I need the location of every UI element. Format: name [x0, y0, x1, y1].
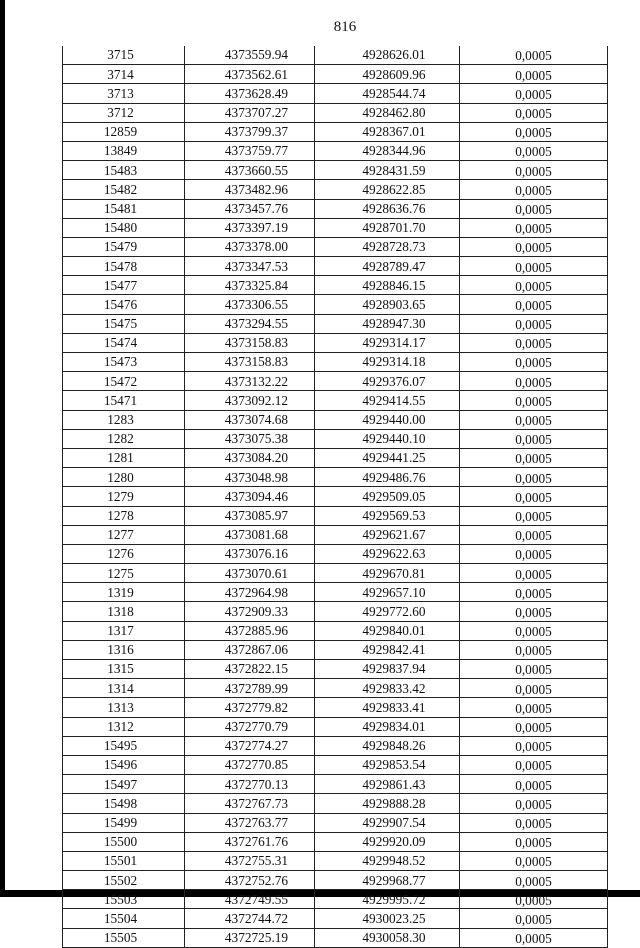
point-number-cell: 1317 [63, 621, 185, 640]
table-row [63, 909, 608, 928]
table-row [63, 640, 608, 659]
tolerance-cell: 0,0005 [460, 353, 608, 372]
table-row [63, 141, 608, 160]
y-coordinate-cell: 4928903.65 [315, 295, 460, 314]
point-number-cell: 1278 [63, 506, 185, 525]
tolerance-cell: 0,0005 [460, 122, 608, 141]
table-row [63, 506, 608, 525]
tolerance-cell: 0,0005 [460, 180, 608, 199]
table-row [63, 564, 608, 583]
x-coordinate-cell: 4373076.16 [185, 544, 315, 563]
tolerance-cell: 0,0005 [460, 141, 608, 160]
tolerance-cell: 0,0005 [460, 525, 608, 544]
y-coordinate-cell: 4929833.42 [315, 679, 460, 698]
table-row [63, 621, 608, 640]
x-coordinate-cell: 4372770.13 [185, 775, 315, 794]
point-number-cell: 15498 [63, 794, 185, 813]
point-number-cell: 1312 [63, 717, 185, 736]
x-coordinate-cell: 4373132.22 [185, 372, 315, 391]
y-coordinate-cell: 4929441.25 [315, 448, 460, 467]
x-coordinate-cell: 4373084.20 [185, 448, 315, 467]
tolerance-cell: 0,0005 [460, 832, 608, 851]
x-coordinate-cell: 4373482.96 [185, 180, 315, 199]
x-coordinate-cell: 4372789.99 [185, 679, 315, 698]
x-coordinate-cell: 4372774.27 [185, 736, 315, 755]
tolerance-cell: 0,0005 [460, 161, 608, 180]
point-number-cell: 3712 [63, 103, 185, 122]
page-number: 816 [333, 19, 357, 35]
table-row [63, 410, 608, 429]
point-number-cell: 1282 [63, 429, 185, 448]
y-coordinate-cell: 4929888.28 [315, 794, 460, 813]
point-number-cell: 1277 [63, 525, 185, 544]
y-coordinate-cell: 4928846.15 [315, 276, 460, 295]
y-coordinate-cell: 4929848.26 [315, 736, 460, 755]
y-coordinate-cell: 4928701.70 [315, 218, 460, 237]
table-row [63, 717, 608, 736]
y-coordinate-cell: 4929842.41 [315, 640, 460, 659]
tolerance-cell: 0,0005 [460, 813, 608, 832]
tolerance-cell: 0,0005 [460, 794, 608, 813]
point-number-cell: 1318 [63, 602, 185, 621]
y-coordinate-cell: 4929853.54 [315, 755, 460, 774]
point-number-cell: 15495 [63, 736, 185, 755]
point-number-cell: 1313 [63, 698, 185, 717]
tolerance-cell: 0,0005 [460, 909, 608, 928]
point-number-cell: 15497 [63, 775, 185, 794]
y-coordinate-cell: 4929968.77 [315, 871, 460, 890]
point-number-cell: 1281 [63, 448, 185, 467]
point-number-cell: 13849 [63, 141, 185, 160]
x-coordinate-cell: 4373559.94 [185, 46, 315, 65]
y-coordinate-cell: 4928622.85 [315, 180, 460, 199]
point-number-cell: 15503 [63, 890, 185, 909]
table-row [63, 544, 608, 563]
point-number-cell: 15473 [63, 353, 185, 372]
y-coordinate-cell: 4929948.52 [315, 851, 460, 870]
table-row [63, 583, 608, 602]
x-coordinate-cell: 4373628.49 [185, 84, 315, 103]
x-coordinate-cell: 4373799.37 [185, 122, 315, 141]
point-number-cell: 1319 [63, 583, 185, 602]
y-coordinate-cell: 4929569.53 [315, 506, 460, 525]
x-coordinate-cell: 4373457.76 [185, 199, 315, 218]
x-coordinate-cell: 4373347.53 [185, 257, 315, 276]
x-coordinate-cell: 4372822.15 [185, 660, 315, 679]
y-coordinate-cell: 4929440.10 [315, 429, 460, 448]
tolerance-cell: 0,0005 [460, 372, 608, 391]
x-coordinate-cell: 4373075.38 [185, 429, 315, 448]
tolerance-cell: 0,0005 [460, 640, 608, 659]
table-row [63, 333, 608, 352]
tolerance-cell: 0,0005 [460, 468, 608, 487]
point-number-cell: 1316 [63, 640, 185, 659]
table-row [63, 448, 608, 467]
table-row [63, 122, 608, 141]
y-coordinate-cell: 4928431.59 [315, 161, 460, 180]
point-number-cell: 1279 [63, 487, 185, 506]
x-coordinate-cell: 4372770.79 [185, 717, 315, 736]
table-row [63, 698, 608, 717]
x-coordinate-cell: 4372779.82 [185, 698, 315, 717]
y-coordinate-cell: 4929995.72 [315, 890, 460, 909]
tolerance-cell: 0,0005 [460, 755, 608, 774]
point-number-cell: 15482 [63, 180, 185, 199]
x-coordinate-cell: 4372763.77 [185, 813, 315, 832]
point-number-cell: 15480 [63, 218, 185, 237]
x-coordinate-cell: 4373378.00 [185, 237, 315, 256]
tolerance-cell: 0,0005 [460, 429, 608, 448]
tolerance-cell: 0,0005 [460, 295, 608, 314]
table-row [63, 487, 608, 506]
y-coordinate-cell: 4929414.55 [315, 391, 460, 410]
point-number-cell: 15500 [63, 832, 185, 851]
y-coordinate-cell: 4930023.25 [315, 909, 460, 928]
x-coordinate-cell: 4372749.55 [185, 890, 315, 909]
table-row [63, 199, 608, 218]
table-row [63, 84, 608, 103]
point-number-cell: 15502 [63, 871, 185, 890]
y-coordinate-cell: 4928609.96 [315, 65, 460, 84]
point-number-cell: 15481 [63, 199, 185, 218]
x-coordinate-cell: 4373294.55 [185, 314, 315, 333]
table-row [63, 832, 608, 851]
tolerance-cell: 0,0005 [460, 199, 608, 218]
table-row [63, 871, 608, 890]
point-number-cell: 1275 [63, 564, 185, 583]
table-row [63, 276, 608, 295]
table-row [63, 755, 608, 774]
x-coordinate-cell: 4373660.55 [185, 161, 315, 180]
point-number-cell: 1276 [63, 544, 185, 563]
x-coordinate-cell: 4373158.83 [185, 353, 315, 372]
x-coordinate-cell: 4372752.76 [185, 871, 315, 890]
tolerance-cell: 0,0005 [460, 314, 608, 333]
point-number-cell: 1314 [63, 679, 185, 698]
x-coordinate-cell: 4372909.33 [185, 602, 315, 621]
point-number-cell: 3714 [63, 65, 185, 84]
x-coordinate-cell: 4372761.76 [185, 832, 315, 851]
tolerance-cell: 0,0005 [460, 890, 608, 909]
y-coordinate-cell: 4928544.74 [315, 84, 460, 103]
tolerance-cell: 0,0005 [460, 487, 608, 506]
table-row [63, 851, 608, 870]
y-coordinate-cell: 4928947.30 [315, 314, 460, 333]
tolerance-cell: 0,0005 [460, 851, 608, 870]
point-number-cell: 15471 [63, 391, 185, 410]
tolerance-cell: 0,0005 [460, 391, 608, 410]
point-number-cell: 15483 [63, 161, 185, 180]
tolerance-cell: 0,0005 [460, 736, 608, 755]
x-coordinate-cell: 4372725.19 [185, 928, 315, 947]
table-row [63, 353, 608, 372]
point-number-cell: 3713 [63, 84, 185, 103]
tolerance-cell: 0,0005 [460, 276, 608, 295]
x-coordinate-cell: 4373325.84 [185, 276, 315, 295]
table-row [63, 314, 608, 333]
x-coordinate-cell: 4373070.61 [185, 564, 315, 583]
scan-left-edge [0, 0, 5, 897]
point-number-cell: 15476 [63, 295, 185, 314]
point-number-cell: 15474 [63, 333, 185, 352]
tolerance-cell: 0,0005 [460, 583, 608, 602]
table-row [63, 794, 608, 813]
x-coordinate-cell: 4372885.96 [185, 621, 315, 640]
tolerance-cell: 0,0005 [460, 103, 608, 122]
y-coordinate-cell: 4929509.05 [315, 487, 460, 506]
table-row [63, 525, 608, 544]
table-row [63, 890, 608, 909]
y-coordinate-cell: 4928344.96 [315, 141, 460, 160]
x-coordinate-cell: 4373092.12 [185, 391, 315, 410]
x-coordinate-cell: 4372867.06 [185, 640, 315, 659]
table-row [63, 602, 608, 621]
table-row [63, 46, 608, 65]
tolerance-cell: 0,0005 [460, 218, 608, 237]
x-coordinate-cell: 4373562.61 [185, 65, 315, 84]
y-coordinate-cell: 4929772.60 [315, 602, 460, 621]
table-row [63, 65, 608, 84]
x-coordinate-cell: 4372755.31 [185, 851, 315, 870]
tolerance-cell: 0,0005 [460, 660, 608, 679]
x-coordinate-cell: 4373074.68 [185, 410, 315, 429]
table-row [63, 295, 608, 314]
table-row [63, 928, 608, 947]
point-number-cell: 12859 [63, 122, 185, 141]
table-row [63, 237, 608, 256]
x-coordinate-cell: 4373085.97 [185, 506, 315, 525]
y-coordinate-cell: 4928789.47 [315, 257, 460, 276]
tolerance-cell: 0,0005 [460, 544, 608, 563]
y-coordinate-cell: 4929840.01 [315, 621, 460, 640]
tolerance-cell: 0,0005 [460, 84, 608, 103]
y-coordinate-cell: 4929670.81 [315, 564, 460, 583]
tolerance-cell: 0,0005 [460, 602, 608, 621]
x-coordinate-cell: 4373707.27 [185, 103, 315, 122]
x-coordinate-cell: 4373094.46 [185, 487, 315, 506]
y-coordinate-cell: 4930058.30 [315, 928, 460, 947]
point-number-cell: 15475 [63, 314, 185, 333]
table-row [63, 775, 608, 794]
tolerance-cell: 0,0005 [460, 506, 608, 525]
x-coordinate-cell: 4373397.19 [185, 218, 315, 237]
tolerance-cell: 0,0005 [460, 928, 608, 947]
point-number-cell: 1315 [63, 660, 185, 679]
point-number-cell: 15478 [63, 257, 185, 276]
tolerance-cell: 0,0005 [460, 717, 608, 736]
point-number-cell: 15504 [63, 909, 185, 928]
tolerance-cell: 0,0005 [460, 448, 608, 467]
table-row [63, 103, 608, 122]
point-number-cell: 15479 [63, 237, 185, 256]
y-coordinate-cell: 4929833.41 [315, 698, 460, 717]
point-number-cell: 15477 [63, 276, 185, 295]
tolerance-cell: 0,0005 [460, 237, 608, 256]
point-number-cell: 15505 [63, 928, 185, 947]
x-coordinate-cell: 4373158.83 [185, 333, 315, 352]
table-row [63, 660, 608, 679]
x-coordinate-cell: 4373048.98 [185, 468, 315, 487]
point-number-cell: 1283 [63, 410, 185, 429]
y-coordinate-cell: 4929920.09 [315, 832, 460, 851]
y-coordinate-cell: 4929314.18 [315, 353, 460, 372]
tolerance-cell: 0,0005 [460, 679, 608, 698]
tolerance-cell: 0,0005 [460, 333, 608, 352]
table-row [63, 161, 608, 180]
x-coordinate-cell: 4372767.73 [185, 794, 315, 813]
coordinates-table-body [63, 46, 608, 947]
point-number-cell: 15472 [63, 372, 185, 391]
y-coordinate-cell: 4929837.94 [315, 660, 460, 679]
tolerance-cell: 0,0005 [460, 775, 608, 794]
table-row [63, 468, 608, 487]
y-coordinate-cell: 4929907.54 [315, 813, 460, 832]
tolerance-cell: 0,0005 [460, 46, 608, 65]
y-coordinate-cell: 4928626.01 [315, 46, 460, 65]
table-row [63, 391, 608, 410]
point-number-cell: 15501 [63, 851, 185, 870]
point-number-cell: 3715 [63, 46, 185, 65]
y-coordinate-cell: 4929622.63 [315, 544, 460, 563]
table-row [63, 736, 608, 755]
y-coordinate-cell: 4929486.76 [315, 468, 460, 487]
y-coordinate-cell: 4928636.76 [315, 199, 460, 218]
tolerance-cell: 0,0005 [460, 621, 608, 640]
point-number-cell: 15496 [63, 755, 185, 774]
tolerance-cell: 0,0005 [460, 257, 608, 276]
coordinates-table [62, 46, 608, 948]
y-coordinate-cell: 4929440.00 [315, 410, 460, 429]
tolerance-cell: 0,0005 [460, 564, 608, 583]
y-coordinate-cell: 4929314.17 [315, 333, 460, 352]
table-row [63, 679, 608, 698]
y-coordinate-cell: 4929657.10 [315, 583, 460, 602]
table-row [63, 813, 608, 832]
tolerance-cell: 0,0005 [460, 698, 608, 717]
x-coordinate-cell: 4373306.55 [185, 295, 315, 314]
table-row [63, 372, 608, 391]
y-coordinate-cell: 4929861.43 [315, 775, 460, 794]
y-coordinate-cell: 4929376.07 [315, 372, 460, 391]
y-coordinate-cell: 4929621.67 [315, 525, 460, 544]
y-coordinate-cell: 4929834.01 [315, 717, 460, 736]
x-coordinate-cell: 4372964.98 [185, 583, 315, 602]
y-coordinate-cell: 4928367.01 [315, 122, 460, 141]
y-coordinate-cell: 4928728.73 [315, 237, 460, 256]
table-row [63, 180, 608, 199]
x-coordinate-cell: 4373759.77 [185, 141, 315, 160]
tolerance-cell: 0,0005 [460, 871, 608, 890]
x-coordinate-cell: 4373081.68 [185, 525, 315, 544]
x-coordinate-cell: 4372744.72 [185, 909, 315, 928]
point-number-cell: 15499 [63, 813, 185, 832]
tolerance-cell: 0,0005 [460, 410, 608, 429]
tolerance-cell: 0,0005 [460, 65, 608, 84]
point-number-cell: 1280 [63, 468, 185, 487]
table-row [63, 257, 608, 276]
table-row [63, 429, 608, 448]
table-row [63, 218, 608, 237]
x-coordinate-cell: 4372770.85 [185, 755, 315, 774]
y-coordinate-cell: 4928462.80 [315, 103, 460, 122]
